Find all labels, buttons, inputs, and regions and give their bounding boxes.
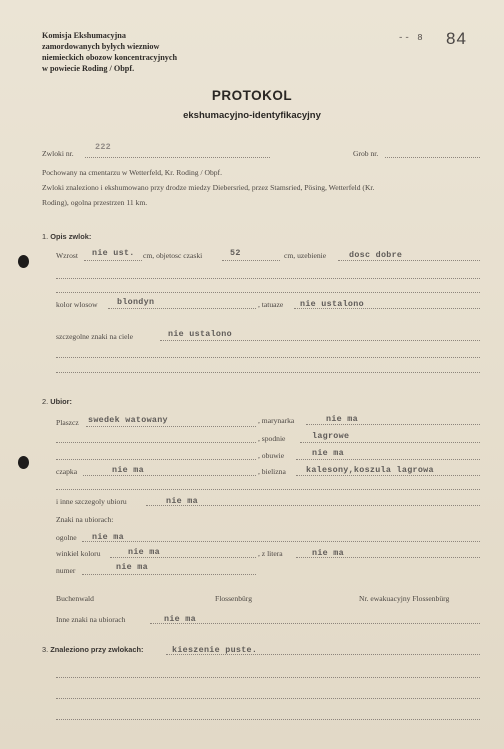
czapka-line <box>83 475 256 476</box>
bielizna-label: , bielizna <box>258 467 286 476</box>
uzebienie-value: dosc dobre <box>349 250 403 260</box>
winkiel-label: winkiel koloru <box>56 549 101 558</box>
obuwie-value: nie ma <box>312 448 344 458</box>
znaki-line <box>160 340 480 341</box>
spodnie-line <box>300 442 480 443</box>
inne-znaki-line <box>150 623 480 624</box>
numer-line <box>82 574 256 575</box>
znaki-ubior-label: Znaki na ubiorach: <box>56 515 114 524</box>
document-title: PROTOKOL <box>211 88 293 103</box>
czapka-label: czapka <box>56 467 78 476</box>
document-subtitle: ekshumacyjno-identyfikacyjny <box>183 110 321 121</box>
buchenwald-label: Buchenwald <box>56 594 94 603</box>
litera-label: , z litera <box>258 549 283 558</box>
litera-value: nie ma <box>312 548 344 558</box>
tatuaze-value: nie ustalono <box>300 299 364 309</box>
blank-line-1b <box>56 292 480 293</box>
obuwie-label: , obuwie <box>258 451 285 460</box>
page-number: 84 <box>446 29 467 48</box>
winkiel-value: nie ma <box>128 547 160 557</box>
spodnie-value: lagrowe <box>312 431 350 441</box>
section2-number: 2. <box>42 397 49 406</box>
organization-line-2: zamordowanych byłych wiezniow <box>42 42 160 51</box>
wzrost-value: nie ust. <box>92 248 135 258</box>
marynarka-label: , marynarka <box>258 416 295 425</box>
burial-line: Pochowany na cmentarzu w Wetterfeld, Kr. Roding / Obpf. <box>42 168 222 177</box>
plaszcz-value: swedek watowany <box>88 415 168 425</box>
section2-heading <box>42 397 72 406</box>
blank-line-3a <box>56 677 480 678</box>
zwloki-value: 222 <box>95 142 111 152</box>
znaki-label: szczegolne znaki na ciele <box>56 332 133 341</box>
numer-value: nie ma <box>116 562 148 572</box>
czaszka-value: 52 <box>230 248 241 258</box>
uzebienie-line <box>338 260 480 261</box>
winkiel-line <box>110 557 256 558</box>
plaszcz-line-2 <box>56 442 256 443</box>
organization-line-4: w powiecie Roding / Obpf. <box>42 64 135 73</box>
znaki-value: nie ustalono <box>168 329 232 339</box>
czaszka-line <box>222 260 280 261</box>
kolor-line <box>108 308 256 309</box>
bielizna-line <box>296 475 480 476</box>
blank-line-2a <box>56 489 480 490</box>
ogolne-value: nie ma <box>92 532 124 542</box>
grob-label: Grob nr. <box>353 149 379 158</box>
kolor-value: blondyn <box>117 297 155 307</box>
ogolne-line <box>82 541 480 542</box>
section1-number: 1. <box>42 232 49 241</box>
ewakuacyjny-label: Nr. ewakuacyjny Flossenbürg <box>359 594 450 603</box>
wzrost-label: Wzrost <box>56 251 78 260</box>
inne-znaki-label: Inne znaki na ubiorach <box>56 615 126 624</box>
marynarka-value: nie ma <box>326 414 358 424</box>
section1-title: Opis zwlok: <box>50 232 92 241</box>
ogolne-label: ogolne <box>56 533 77 542</box>
blank-line-1a <box>56 278 480 279</box>
page-stamp: -- 8 <box>398 33 424 43</box>
inne-value: nie ma <box>166 496 198 506</box>
section3-heading <box>42 645 143 654</box>
spodnie-label: , spodnie <box>258 434 286 443</box>
grob-line <box>385 157 480 158</box>
binder-hole-top <box>18 255 29 268</box>
plaszcz-label: Plaszcz <box>56 418 79 427</box>
plaszcz-line-3 <box>56 459 256 460</box>
marynarka-line <box>306 424 480 425</box>
kolor-label: kolor wlosow <box>56 300 98 309</box>
blank-line-1d <box>56 372 480 373</box>
bielizna-value: kalesony,koszula lagrowa <box>306 465 434 475</box>
inne-znaki-value: nie ma <box>164 614 196 624</box>
blank-line-1c <box>56 357 480 358</box>
section3-value: kieszenie puste. <box>172 645 258 655</box>
binder-hole-bottom <box>18 456 29 469</box>
organization-line-1: Komisja Ekshumacyjna <box>42 31 126 40</box>
czaszka-label: cm, objetosc czaski <box>143 251 203 260</box>
blank-line-3b <box>56 698 480 699</box>
zwloki-label: Zwloki nr. <box>42 149 74 158</box>
uzebienie-label: cm, uzebienie <box>284 251 327 260</box>
numer-label: numer <box>56 566 76 575</box>
obuwie-line <box>296 459 480 460</box>
wzrost-line <box>84 260 142 261</box>
section2-title: Ubior: <box>50 397 72 406</box>
plaszcz-line <box>86 426 256 427</box>
inne-label: i inne szczegoly ubioru <box>56 497 127 506</box>
section3-number: 3. <box>42 645 49 654</box>
flossenburg-label: Flossenbürg <box>215 594 252 603</box>
exhumation-line-cont: Roding), ogolna przestrzen 11 km. <box>42 198 148 207</box>
zwloki-line <box>85 157 270 158</box>
organization-line-3: niemieckich obozow koncentracyjnych <box>42 53 178 62</box>
section1-heading <box>42 232 91 241</box>
section3-title: Znaleziono przy zwlokach: <box>50 645 144 654</box>
tatuaze-label: , tatuaze <box>258 300 284 309</box>
blank-line-3c <box>56 719 480 720</box>
czapka-value: nie ma <box>112 465 144 475</box>
exhumation-line: Zwloki znaleziono i ekshumowano przy drodze miedzy Diebersried, przez Stamsried, Pösing, Wetterfeld (Kr. <box>42 183 375 192</box>
